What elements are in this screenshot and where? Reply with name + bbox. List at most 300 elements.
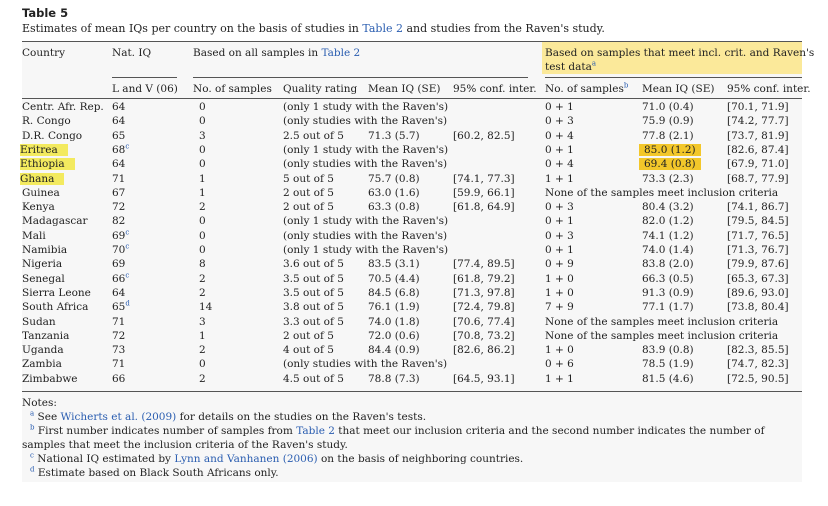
table-row	[22, 372, 802, 386]
cell-nat-iq-text: 72	[112, 201, 126, 214]
cell-ci-text: [70.8, 73.2]	[453, 329, 515, 342]
table-row	[22, 100, 802, 114]
cell-nat-iq-text: 71	[112, 315, 126, 328]
header-mean-iq: Mean IQ (SE)	[368, 83, 441, 95]
table-row	[22, 143, 802, 157]
cell-ci-2-text: [65.3, 67.3]	[727, 272, 789, 285]
cell-country-text: Namibia	[22, 244, 68, 256]
cell-country	[22, 186, 60, 200]
cell-nat-iq-text: 67	[112, 186, 126, 199]
cell-n-samples	[199, 143, 206, 157]
cell-n-samples-2	[545, 200, 574, 214]
cell-n-samples-2	[545, 100, 574, 114]
note-b-table2-link[interactable]: Table 2	[296, 425, 335, 437]
cell-n-samples-text: 0	[199, 215, 206, 228]
cell-ci	[453, 372, 515, 386]
cell-mean-iq-2-text: 85.0 (1.2)	[639, 144, 701, 156]
cell-n-samples-2	[545, 172, 574, 186]
table-row	[22, 329, 802, 343]
cell-mean-iq	[368, 257, 420, 271]
cell-n-samples-text: 1	[199, 186, 206, 199]
cell-nat-iq	[112, 357, 125, 371]
cell-nat-iq	[112, 214, 125, 228]
footnote-marker[interactable]: c	[125, 242, 130, 251]
cell-n-samples	[199, 343, 206, 357]
cell-country-text: Nigeria	[22, 258, 63, 271]
cell-nat-iq-text: 64	[112, 101, 126, 113]
caption-table-link[interactable]: Table 2	[362, 22, 403, 35]
table-row	[22, 357, 802, 371]
cell-mean-iq-2-text: 71.0 (0.4)	[642, 101, 694, 113]
header-meet-line2-text: test data	[545, 61, 592, 73]
cell-quality	[283, 186, 334, 200]
cell-mean-iq-2	[642, 129, 694, 143]
table-caption	[22, 22, 605, 35]
cell-n-samples	[199, 300, 212, 314]
cell-quality-text: 2 out of 5	[283, 186, 334, 199]
table-title: Table 5	[22, 6, 69, 20]
cell-n-samples-2	[545, 243, 574, 257]
cell-country	[22, 114, 71, 128]
header-country: Country	[22, 47, 66, 59]
cell-no-samples-note: None of the samples meet inclusion criteria	[545, 329, 779, 342]
cell-nat-iq-text: 65	[112, 301, 126, 314]
cell-nat-iq-text: 66	[112, 272, 126, 285]
cell-mean-iq-2	[642, 286, 694, 300]
cell-ci-2	[727, 214, 789, 228]
table-row	[22, 129, 802, 143]
cell-country-text: South Africa	[22, 301, 89, 314]
cell-ci-2-text: [74.1, 86.7]	[727, 201, 789, 214]
note-b-marker: b	[30, 423, 35, 432]
cell-country	[22, 372, 78, 386]
cell-ci-text: [61.8, 79.2]	[453, 272, 515, 285]
cell-quality-text: 2 out of 5	[283, 201, 334, 214]
cell-mean-iq-text: 63.3 (0.8)	[368, 201, 420, 214]
cell-mean-iq-2-text: 73.3 (2.3)	[642, 172, 694, 185]
cell-country	[22, 129, 82, 143]
cell-quality-text: (only studies with the Raven's)	[283, 229, 448, 242]
cell-n-samples-2	[545, 300, 574, 314]
cell-ci-2-text: [74.7, 82.3]	[727, 358, 789, 371]
cell-nat-iq	[112, 257, 125, 271]
cell-nat-iq	[112, 186, 125, 200]
cell-nat-iq	[112, 372, 125, 386]
cell-quality	[283, 114, 447, 128]
cell-nat-iq	[112, 329, 125, 343]
cell-mean-iq-2	[642, 343, 694, 357]
cell-n-samples-text: 2	[199, 286, 206, 299]
header-bottom-rule	[22, 98, 802, 99]
cell-mean-iq	[368, 272, 420, 286]
cell-quality	[283, 300, 344, 314]
cell-n-samples-2	[545, 157, 574, 171]
cell-quality-text: (only 1 study with the Raven's)	[283, 215, 449, 228]
cell-ci-2-text: [67.9, 71.0]	[727, 158, 789, 171]
header-n-samples: No. of samples	[193, 83, 272, 95]
cell-ci	[453, 186, 515, 200]
cell-n-samples-2-text: 0 + 4	[545, 158, 574, 171]
cell-ci-text: [59.9, 66.1]	[453, 186, 515, 199]
table-row	[22, 186, 802, 200]
note-d-text: Estimate based on Black South Africans only.	[37, 467, 279, 479]
cell-quality-text: (only 1 study with the Raven's)	[283, 244, 449, 256]
cell-n-samples-2-text: 0 + 6	[545, 358, 574, 371]
cell-quality	[283, 343, 334, 357]
header-nat-iq-sub: L and V (06)	[112, 83, 178, 95]
cell-mean-iq-2	[642, 114, 694, 128]
cell-mean-iq-2	[642, 257, 694, 271]
note-c	[30, 452, 523, 466]
cell-mean-iq-2	[642, 200, 694, 214]
cell-nat-iq-text: 71	[112, 172, 126, 185]
cell-nat-iq-text: 64	[112, 115, 126, 128]
cell-country	[22, 343, 64, 357]
bottom-rule	[22, 391, 802, 392]
cell-quality-text: 3.5 out of 5	[283, 272, 344, 285]
cell-nat-iq-text: 72	[112, 329, 126, 342]
cell-mean-iq-2-text: 74.0 (1.4)	[642, 244, 694, 256]
cell-mean-iq-2-text: 75.9 (0.9)	[642, 115, 694, 128]
table-row	[22, 300, 802, 314]
cell-mean-iq	[368, 200, 420, 214]
cell-n-samples-text: 0	[199, 158, 206, 171]
cell-mean-iq-2	[642, 300, 694, 314]
footnote-marker[interactable]: c	[125, 142, 130, 151]
cell-ci-text: [77.4, 89.5]	[453, 258, 515, 271]
cell-quality-text: (only 1 study with the Raven's)	[283, 101, 449, 113]
cell-quality-text: 3.8 out of 5	[283, 301, 344, 314]
cell-n-samples	[199, 100, 206, 114]
cell-country-text: Centr. Afr. Rep.	[22, 101, 104, 113]
cell-ci	[453, 257, 515, 271]
cell-nat-iq	[112, 100, 125, 114]
cell-n-samples	[199, 200, 206, 214]
table-row	[22, 257, 802, 271]
cell-n-samples-2-text: 0 + 3	[545, 201, 574, 214]
cell-nat-iq	[112, 229, 129, 243]
cell-n-samples	[199, 257, 206, 271]
cell-mean-iq	[368, 172, 420, 186]
cell-ci	[453, 272, 515, 286]
cell-ci-2-text: [73.8, 80.4]	[727, 301, 789, 314]
cell-mean-iq-2-text: 82.0 (1.2)	[642, 215, 694, 228]
cell-nat-iq	[112, 343, 125, 357]
cell-mean-iq-2-text: 66.3 (0.5)	[642, 272, 694, 285]
cell-n-samples-text: 0	[199, 143, 206, 156]
header-meet-line1: Based on samples that meet incl. crit. and Raven's	[545, 47, 815, 59]
table-row	[22, 229, 802, 243]
cell-n-samples-2	[545, 286, 574, 300]
cell-quality-text: 2 out of 5	[283, 329, 334, 342]
cell-quality	[283, 272, 344, 286]
cell-country	[22, 214, 88, 228]
cell-mean-iq-2-text: 78.5 (1.9)	[642, 358, 694, 371]
rule-nat-iq	[112, 77, 177, 78]
cell-nat-iq-text: 65	[112, 129, 126, 142]
cell-country	[22, 329, 69, 343]
cell-n-samples-text: 2	[199, 372, 206, 385]
wicherts-link[interactable]: Wicherts et al. (2009)	[60, 411, 177, 423]
cell-ci-2	[727, 286, 789, 300]
cell-ci-2-text: [71.3, 76.7]	[727, 244, 789, 256]
cell-ci-text: [60.2, 82.5]	[453, 129, 515, 142]
cell-country	[22, 100, 104, 114]
cell-ci-2	[727, 357, 789, 371]
rule-meet	[545, 77, 802, 78]
cell-n-samples-2	[545, 343, 574, 357]
cell-n-samples-2-text: 1 + 0	[545, 272, 574, 285]
note-b-pre: First number indicates number of samples from	[37, 425, 293, 437]
footnote-a-marker[interactable]: a	[591, 59, 597, 68]
cell-mean-iq-2	[642, 243, 694, 257]
cell-nat-iq-text: 64	[112, 286, 126, 299]
cell-country-text: Ghana	[20, 173, 64, 185]
table-row	[22, 114, 802, 128]
cell-country-text: Kenya	[22, 201, 55, 214]
cell-quality	[283, 143, 448, 157]
cell-n-samples-text: 1	[199, 329, 206, 342]
cell-quality-text: (only 1 study with the Raven's)	[283, 143, 449, 156]
cell-ci-text: [70.6, 77.4]	[453, 315, 515, 328]
cell-country-text: Eritrea	[20, 144, 68, 156]
cell-ci-text: [82.6, 86.2]	[453, 344, 515, 357]
cell-mean-iq-text: 76.1 (1.9)	[368, 301, 420, 314]
cell-ci-text: [64.5, 93.1]	[453, 372, 515, 385]
cell-ci-2	[727, 114, 789, 128]
cell-ci	[453, 300, 515, 314]
cell-n-samples-2-text: 0 + 1	[545, 101, 574, 113]
cell-country	[22, 357, 62, 371]
cell-nat-iq-text: 68	[112, 143, 126, 156]
cell-mean-iq-2-text: 83.8 (2.0)	[642, 258, 694, 271]
cell-mean-iq-text: 75.7 (0.8)	[368, 172, 420, 185]
cell-mean-iq-text: 84.4 (0.9)	[368, 344, 420, 357]
cell-country	[22, 229, 46, 243]
header-quality: Quality rating	[283, 83, 358, 95]
cell-country	[22, 143, 68, 157]
cell-n-samples-2	[545, 372, 574, 386]
cell-n-samples	[199, 214, 206, 228]
top-rule	[22, 41, 802, 42]
cell-nat-iq-text: 69	[112, 258, 126, 271]
cell-n-samples-text: 8	[199, 258, 206, 271]
cell-ci-text: [61.8, 64.9]	[453, 201, 515, 214]
cell-ci	[453, 329, 515, 343]
cell-mean-iq	[368, 343, 420, 357]
lynn-vanhanen-link[interactable]: Lynn and Vanhanen (2006)	[174, 453, 318, 465]
cell-quality-text: 3.5 out of 5	[283, 286, 344, 299]
cell-ci-2	[727, 200, 789, 214]
cell-quality	[283, 200, 334, 214]
cell-nat-iq	[112, 114, 125, 128]
cell-quality-text: 4.5 out of 5	[283, 372, 344, 385]
cell-mean-iq-2	[642, 143, 701, 157]
cell-n-samples-2-text: 1 + 0	[545, 344, 574, 357]
footnote-marker[interactable]: d	[125, 299, 130, 308]
cell-n-samples-text: 0	[199, 115, 206, 128]
cell-mean-iq	[368, 186, 420, 200]
cell-country-text: D.R. Congo	[22, 129, 83, 142]
cell-ci-2-text: [82.3, 85.5]	[727, 344, 789, 357]
cell-mean-iq	[368, 286, 420, 300]
cell-quality-text: 5 out of 5	[283, 172, 334, 185]
cell-mean-iq-text: 78.8 (7.3)	[368, 372, 420, 385]
cell-country-text: R. Congo	[22, 115, 71, 128]
cell-n-samples-2	[545, 214, 574, 228]
note-b-continued: samples that meet the inclusion criteria of the Raven's study.	[22, 439, 348, 451]
header-nat-iq: Nat. IQ	[112, 47, 152, 59]
cell-ci-2-text: [89.6, 93.0]	[727, 286, 789, 299]
footnote-marker[interactable]: c	[125, 228, 130, 237]
caption-text: Estimates of mean IQs per country on the basis of studies in	[22, 22, 359, 35]
cell-ci-2-text: [79.5, 84.5]	[727, 215, 789, 228]
cell-mean-iq-2	[642, 357, 694, 371]
table-row	[22, 243, 802, 257]
cell-mean-iq-2	[642, 157, 701, 171]
cell-n-samples-2-text: 0 + 3	[545, 115, 574, 128]
note-a-post: for details on the studies on the Raven's tests.	[179, 411, 427, 423]
cell-n-samples-text: 0	[199, 229, 206, 242]
cell-country	[22, 272, 65, 286]
table-row	[22, 157, 802, 171]
cell-country	[22, 243, 67, 257]
cell-ci-2-text: [72.5, 90.5]	[727, 372, 789, 385]
cell-quality	[283, 286, 344, 300]
cell-country	[22, 157, 75, 171]
cell-mean-iq-text: 84.5 (6.8)	[368, 286, 420, 299]
cell-mean-iq-2-text: 77.1 (1.7)	[642, 301, 694, 314]
cell-country	[22, 286, 91, 300]
cell-ci	[453, 129, 515, 143]
cell-quality	[283, 315, 344, 329]
cell-n-samples	[199, 172, 206, 186]
cell-n-samples	[199, 329, 206, 343]
cell-nat-iq	[112, 243, 129, 257]
cell-quality	[283, 100, 448, 114]
note-a	[30, 410, 426, 424]
cell-quality-text: (only studies with the Raven's)	[283, 358, 448, 371]
cell-country	[22, 172, 64, 186]
data-table	[20, 41, 815, 396]
cell-nat-iq-text: 82	[112, 215, 126, 228]
cell-mean-iq	[368, 315, 420, 329]
footnote-marker[interactable]: c	[125, 271, 130, 280]
cell-nat-iq-text: 64	[112, 158, 126, 171]
rule-all-samples	[193, 77, 528, 78]
cell-n-samples-2	[545, 143, 574, 157]
cell-ci-2-text: [82.6, 87.4]	[727, 143, 789, 156]
cell-n-samples-text: 2	[199, 344, 206, 357]
table-row	[22, 214, 802, 228]
cell-ci-2-text: [74.2, 77.7]	[727, 115, 789, 128]
note-a-pre: See	[37, 411, 58, 423]
cell-mean-iq-2	[642, 272, 694, 286]
cell-n-samples-2-text: 1 + 1	[545, 372, 574, 385]
cell-nat-iq	[112, 129, 125, 143]
cell-n-samples	[199, 272, 206, 286]
cell-ci-2	[727, 100, 789, 114]
cell-country-text: Zambia	[22, 358, 62, 371]
note-b-post: that meet our inclusion criteria and the second number indicates the number of	[338, 425, 765, 437]
note-d-marker: d	[30, 465, 35, 474]
cell-n-samples	[199, 315, 206, 329]
cell-country-text: Madagascar	[22, 215, 88, 228]
cell-mean-iq-2-text: 81.5 (4.6)	[642, 372, 694, 385]
cell-ci-text: [74.1, 77.3]	[453, 172, 515, 185]
cell-n-samples-2-text: 0 + 4	[545, 129, 574, 142]
cell-n-samples-text: 0	[199, 101, 206, 113]
cell-quality	[283, 129, 344, 143]
cell-ci	[453, 343, 515, 357]
header-all-samples	[193, 47, 360, 60]
cell-country-text: Sudan	[22, 315, 56, 328]
cell-country-text: Mali	[22, 229, 46, 242]
cell-country	[22, 257, 62, 271]
note-d	[30, 466, 279, 480]
cell-nat-iq	[112, 200, 125, 214]
cell-mean-iq-2	[642, 214, 694, 228]
cell-nat-iq	[112, 172, 125, 186]
header-table2-link[interactable]: Table 2	[321, 47, 361, 59]
cell-ci-2	[727, 143, 789, 157]
cell-ci-2	[727, 172, 789, 186]
cell-quality-text: 4 out of 5	[283, 344, 334, 357]
cell-n-samples	[199, 243, 206, 257]
cell-mean-iq-2-text: 77.8 (2.1)	[642, 129, 694, 142]
cell-mean-iq-text: 63.0 (1.6)	[368, 186, 420, 199]
caption-rest: and studies from the Raven's study.	[406, 22, 605, 35]
header-n-samples-2	[545, 83, 628, 96]
cell-mean-iq-2	[642, 372, 694, 386]
cell-n-samples-2	[545, 129, 574, 143]
notes-section	[22, 396, 802, 482]
cell-n-samples-2-text: 0 + 1	[545, 143, 574, 156]
note-a-marker: a	[30, 409, 35, 418]
cell-nat-iq	[112, 143, 129, 157]
header-n-samples-2-text: No. of samples	[545, 83, 624, 95]
cell-ci-2	[727, 243, 789, 257]
cell-quality-text: 2.5 out of 5	[283, 129, 344, 142]
cell-mean-iq-2-text: 74.1 (1.2)	[642, 229, 694, 242]
footnote-b-marker[interactable]: b	[623, 81, 629, 90]
cell-ci	[453, 200, 515, 214]
cell-mean-iq-text: 83.5 (3.1)	[368, 258, 420, 271]
cell-mean-iq-2-text: 69.4 (0.8)	[639, 158, 701, 170]
cell-ci-2	[727, 257, 789, 271]
cell-n-samples-text: 3	[199, 315, 206, 328]
cell-n-samples	[199, 229, 206, 243]
cell-no-samples-note: None of the samples meet inclusion criteria	[545, 186, 779, 199]
cell-n-samples-2	[545, 114, 574, 128]
cell-n-samples-2-text: 0 + 1	[545, 244, 574, 256]
cell-quality	[283, 357, 447, 371]
cell-mean-iq-text: 74.0 (1.8)	[368, 315, 420, 328]
cell-quality	[283, 214, 448, 228]
cell-n-samples	[199, 129, 206, 143]
cell-n-samples	[199, 157, 206, 171]
cell-quality	[283, 329, 334, 343]
cell-country-text: Senegal	[22, 272, 65, 285]
cell-n-samples-text: 3	[199, 129, 206, 142]
note-b	[30, 424, 764, 438]
cell-n-samples-text: 0	[199, 244, 206, 256]
cell-n-samples	[199, 286, 206, 300]
cell-mean-iq-text: 72.0 (0.6)	[368, 329, 420, 342]
cell-n-samples	[199, 114, 206, 128]
cell-nat-iq-text: 69	[112, 229, 126, 242]
cell-ci-2	[727, 372, 789, 386]
